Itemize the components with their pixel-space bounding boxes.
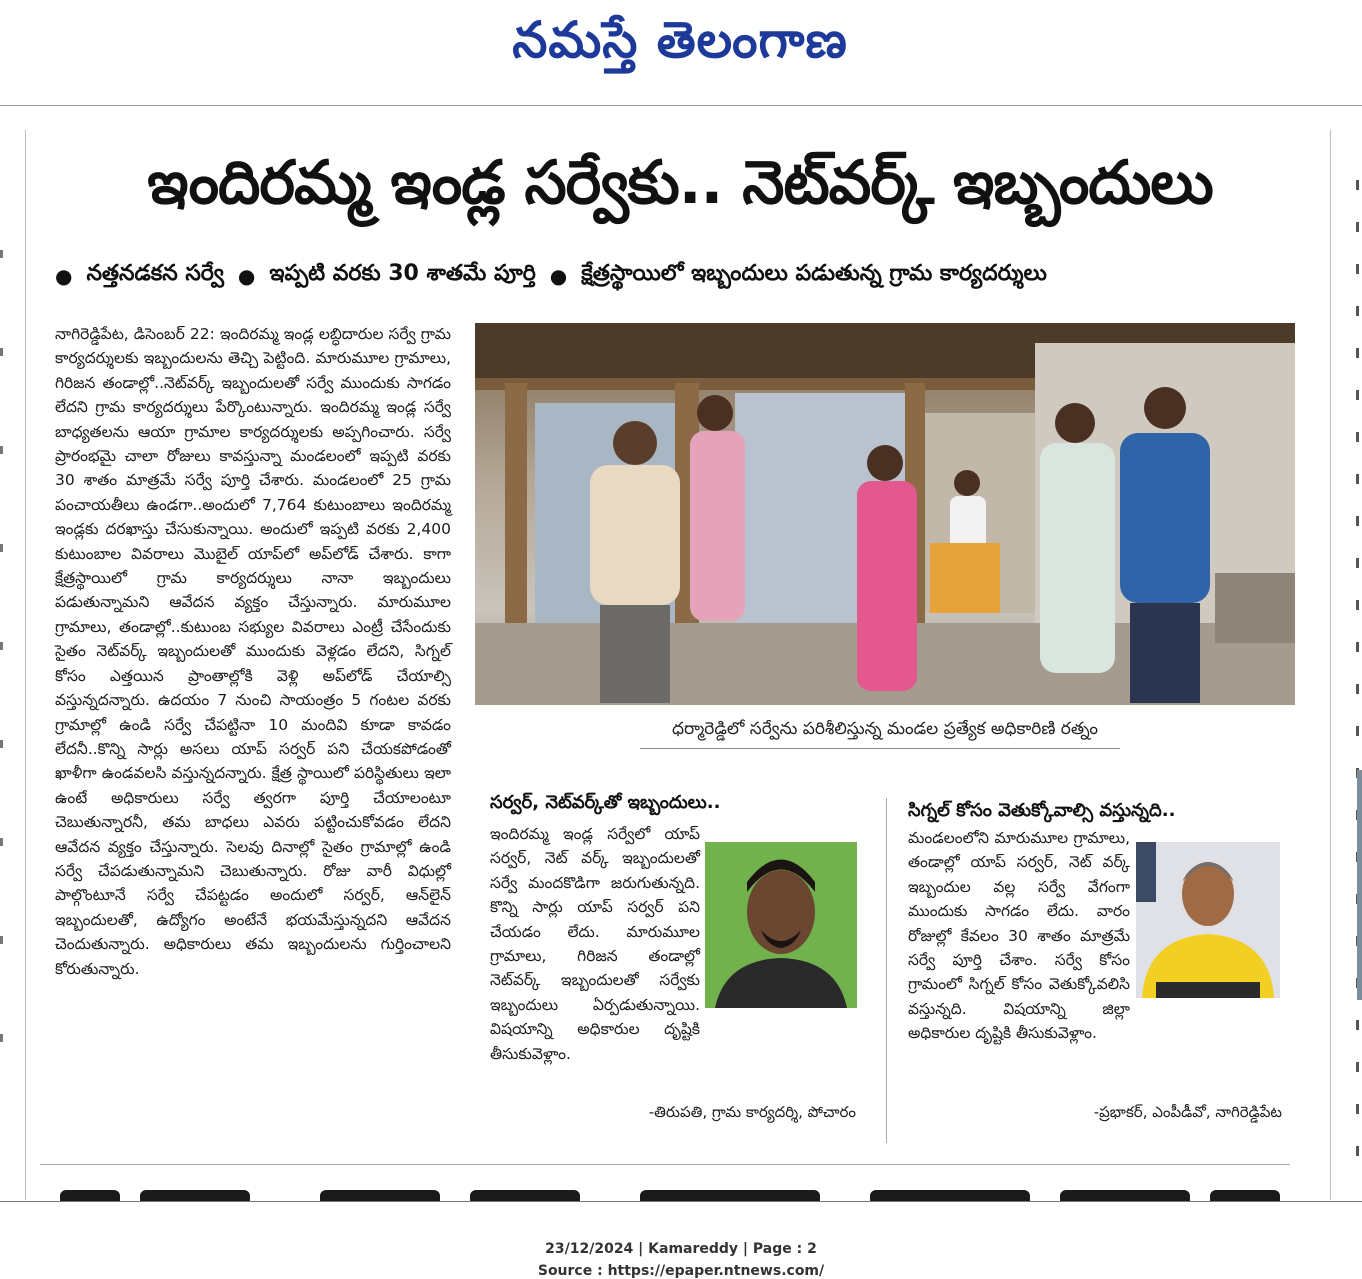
portrait-illustration bbox=[705, 842, 857, 1008]
adjacent-page-edge-right bbox=[1354, 180, 1362, 1200]
masthead bbox=[0, 0, 1362, 106]
bullet-item: ఇప్పటి వరకు 30 శాతమే పూర్తి bbox=[269, 261, 536, 286]
article-headline: ఇందిరమ్మ ఇండ్ల సర్వేకు.. నెట్‌వర్క్ ఇబ్బందులు bbox=[147, 148, 1213, 218]
photo-caption: ధర్మారెడ్డిలో సర్వేను పరిశీలిస్తున్న మండల ప్రత్యేక అధికారిణి రత్నం bbox=[671, 719, 1098, 739]
sidebar-right-signature: -ప్రభాకర్, ఎంపీడీవో, నాగిరెడ్డిపేట bbox=[1093, 1103, 1282, 1121]
sidebar-right-text: మండలంలోని మారుమూల గ్రామాలు, తండాల్లో యాప్ సర్వర్, నెట్ వర్క్ ఇబ్బందుల వల్ల సర్వే వేగంగా ముందుకు సాగడం లేదు. వారం రోజుల్లో కేవలం 30 శాతం మాత్రమే సర్వే పూర్తి చేశాం. సర్వే కోసం గ్రామంలో సిగ్నల్ కోసం వెతుక్కోవలిసి వస్తున్నది. విషయాన్ని జిల్లా అధికారుల దృష్టికి తీసుకువెళ్లాం. bbox=[908, 829, 1130, 1043]
newspaper-logo: నమస్తే తెలంగాణ bbox=[512, 10, 848, 69]
sidebar-left-text: ఇందిరమ్మ ఇండ్ల సర్వేలో యాప్ సర్వర్, నెట్ వర్క్ ఇబ్బందులతో సర్వే మందకొడిగా జరుగుతున్నది. కొన్ని సార్లు యాప్ సర్వర్ పని చేయడం లేదు. మారుమూల గ్రామాలు, గిరిజన తండాల్లో నెట్‌వర్క్ ఇబ్బందులతో సర్వేకు ఇబ్బందులు ఏర్పడుతున్నాయి. విషయాన్ని అధికారుల దృష్టికి తీసుకువెళ్లాం. bbox=[490, 825, 700, 1063]
sidebar-right-portrait bbox=[1136, 842, 1280, 998]
bullet-dot-icon: ● bbox=[237, 264, 256, 288]
footer-source-line: Source : https://epaper.ntnews.com/ bbox=[537, 1263, 825, 1279]
page-frame-left bbox=[25, 130, 26, 1200]
sidebar-right-text-top bbox=[908, 826, 1130, 1066]
portrait-illustration bbox=[1136, 842, 1280, 998]
bullet-item: క్షేత్రస్థాయిలో ఇబ్బందులు పడుతున్న గ్రామ కార్యదర్శులు bbox=[581, 261, 1047, 286]
headline-bullets bbox=[55, 254, 1315, 298]
footer-date-line: 23/12/2024 | Kamareddy | Page : 2 bbox=[545, 1241, 817, 1257]
article-body: నాగిరెడ్డిపేట, డిసెంబర్ 22: ఇందిరమ్మ ఇండ్ల లబ్ధిదారుల సర్వే గ్రామ కార్యదర్శులకు ఇబ్బందులను తెచ్చి పెట్టింది. మారుమూల గ్రామాలు, గిరిజన తండాల్లో..నెట్‌వర్క్ ఇబ్బందులతో సర్వే ముందుకు సాగడం లేదని గ్రామ కార్యదర్శులు పేర్కొంటున్నారు. ఇందిరమ్మ ఇండ్ల సర్వే బాధ్యతలను ఆయా గ్రామాల కార్యదర్శులకు అప్పగించారు. సర్వే ప్రారంభమై చాలా రోజులు కావస్తున్నా మండలంలో ఇప్పటి వరకు 30 శాతం మాత్రమే సర్వే పూర్తి చేశారు. మండలంలో 25 గ్రామ పంచాయతీలు ఉండగా..అందులో 7,764 కుటుంబాలు ఇందిరమ్మ ఇండ్లకు దరఖాస్తు చేసుకున్నాయి. అందులో ఇప్పటి వరకు 2,400 కుటుంబాల వివరాలు మొబైల్ యాప్‌లో అప్‌లోడ్ చేశారు. కాగా క్షేత్రస్థాయిలో గ్రామ కార్యదర్శులు నానా ఇబ్బందులు పడుతున్నామని ఆవేదన వ్యక్తం చేస్తున్నారు. మారుమూల గ్రామాలు, తండాల్లో..కుటుంబ సభ్యుల వివరాలు ఎంట్రీ చేసేందుకు సైతం నెట్‌వర్క్ ఇబ్బందులతో ముందుకు వెళ్లడం లేదని, సిగ్నల్ కోసం ఎత్తయిన ప్రాంతాల్లోకి వెళ్లి అప్‌లోడ్ చేయాల్సి వస్తున్నదన్నారు. ఉదయం 7 నుంచి సాయంత్రం 5 గంటల వరకు గ్రామాల్లో ఉండి సర్వే చేపట్టినా 10 మందివి కూడా కావడం లేదనీ..కొన్ని సార్లు అసలు యాప్ సర్వర్ పని చేయకపోడంతో ఖాళీగా ఉండవలసి వస్తున్నదన్నారు. క్షేత్ర స్థాయిలో పరిస్థితులు ఇలా ఉంటే అధికారులు సర్వే త్వరగా పూర్తి చేయాలంటూ చెబుతున్నారనీ, తమ బాధలు ఎవరు పట్టించుకోవడం లేదని ఆవేదన వ్యక్తం చేస్తున్నారు. సెలవు దినాల్లో సైతం గ్రామాల్లో ఉండి సర్వే చేపడుతున్నామని చెబుతున్నారు. రోజు వారీ విధుల్లో పాల్గొంటూనే సర్వే చేపట్టడం అందులో సర్వర్, ఆన్‌లైన్ ఇబ్బందులతో, ఉద్యోగం అంటేనే భయమేస్తున్నదని ఆవేదన చెందుతున్నారు. అధికారులు తమ ఇబ్బందులను గుర్తించాలని కోరుతున్నారు. bbox=[55, 325, 451, 978]
caption-underline bbox=[640, 748, 1120, 749]
sidebar-left-portrait bbox=[705, 842, 857, 1008]
page-bottom-edge bbox=[0, 1201, 1362, 1202]
section-divider bbox=[40, 1164, 1290, 1165]
adjacent-page-photo-edge bbox=[1357, 770, 1362, 1000]
bullet-dot-icon: ● bbox=[549, 264, 568, 288]
sidebar-left-title: సర్వర్, నెట్‌వర్క్‌తో ఇబ్బందులు.. bbox=[490, 792, 721, 813]
sidebar-left-text-top bbox=[490, 822, 700, 1063]
article-photo bbox=[475, 323, 1295, 705]
page-frame-right bbox=[1330, 130, 1331, 1200]
sidebar-right-title: సిగ్నల్ కోసం వెతుక్కోవాల్సి వస్తున్నది.. bbox=[908, 800, 1176, 821]
column-divider bbox=[886, 798, 887, 1143]
bullet-dot-icon: ● bbox=[55, 264, 73, 288]
photo-illustration bbox=[475, 323, 1295, 705]
bullet-item: నత్తనడకన సర్వే bbox=[86, 261, 224, 286]
page-footer bbox=[0, 1238, 1362, 1279]
adjacent-page-edge-left bbox=[0, 250, 4, 1150]
sidebar-left-signature: -తిరుపతి, గ్రామ కార్యదర్శి, పోచారం bbox=[648, 1103, 856, 1121]
